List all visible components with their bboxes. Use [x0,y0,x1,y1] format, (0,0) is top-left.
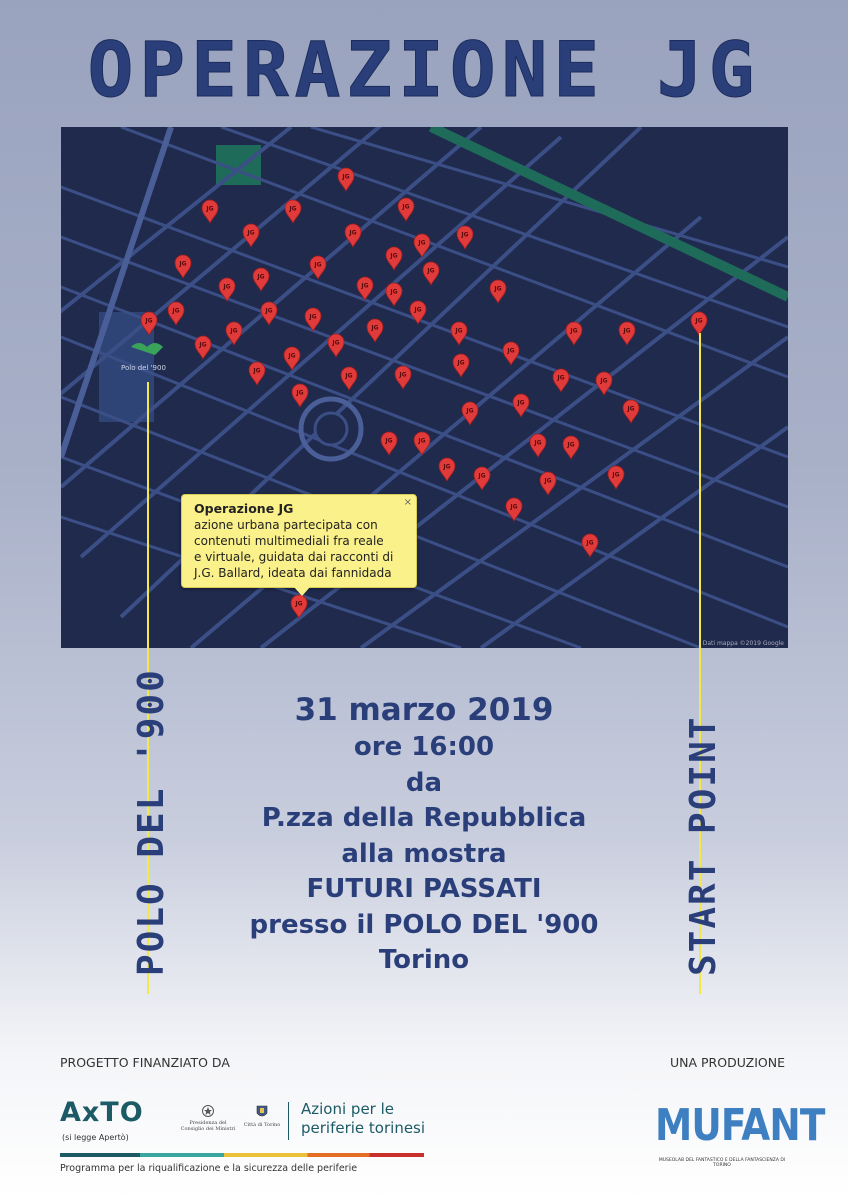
svg-text:JG: JG [478,472,486,480]
svg-text:JG: JG [418,437,426,445]
svg-text:JG: JG [427,267,435,275]
footer-divider [288,1102,289,1140]
program-color-bar [60,1153,424,1157]
svg-text:JG: JG [332,339,340,347]
svg-text:JG: JG [179,260,187,268]
map[interactable] [61,127,788,648]
event-to: alla mostra [341,838,507,869]
svg-text:JG: JG [199,341,207,349]
svg-text:JG: JG [457,359,465,367]
svg-text:JG: JG [627,405,635,413]
svg-text:JG: JG [247,229,255,237]
svg-text:JG: JG [623,327,631,335]
poster-title: OPERAZIONE JG [87,25,761,114]
axto-logo: AxTO [60,1097,144,1128]
svg-text:JG: JG [172,307,180,315]
svg-text:JG: JG [265,307,273,315]
svg-text:JG: JG [544,477,552,485]
svg-text:JG: JG [371,324,379,332]
svg-text:JG: JG [695,317,703,325]
svg-text:JG: JG [206,205,214,213]
svg-text:JG: JG [570,327,578,335]
funded-by-label: PROGETTO FINANZIATO DA [60,1055,230,1070]
svg-text:JG: JG [466,407,474,415]
event-city: Torino [378,945,470,975]
svg-text:JG: JG [390,252,398,260]
popup-line: J.G. Ballard, ideata dai fannidada [194,566,392,580]
popup-line: azione urbana partecipata con [194,518,378,532]
svg-text:JG: JG [361,282,369,290]
svg-text:JG: JG [494,285,502,293]
event-time: ore 16:00 [353,732,495,762]
svg-text:JG: JG [586,539,594,547]
svg-text:JG: JG [517,399,525,407]
mufant-logo: MUFANT [655,1100,825,1151]
event-place: P.zza della Repubblica [261,803,587,833]
svg-text:JG: JG [145,317,153,325]
svg-text:JG: JG [223,283,231,291]
popup-title: Operazione JG [194,501,294,516]
svg-text:JG: JG [314,261,322,269]
event-details [150,690,698,979]
programma-text: Programma per la riqualificazione e la sicurezza delle periferie [60,1163,358,1174]
emblem-icon [201,1104,215,1118]
svg-text:JG: JG [557,374,565,382]
event-date: 31 marzo 2019 [294,692,554,728]
right-sidebar-label: START POINT [683,715,724,976]
map-info-popup [181,494,417,588]
svg-text:JG: JG [295,600,303,608]
svg-text:JG: JG [399,371,407,379]
svg-text:JG: JG [612,471,620,479]
svg-text:JG: JG [296,389,304,397]
popup-close-icon[interactable]: × [403,497,412,508]
map-canvas[interactable] [61,127,788,648]
svg-text:JG: JG [507,347,515,355]
svg-text:JG: JG [390,288,398,296]
government-seal-logo: Presidenza del Consiglio dei Ministri [178,1104,238,1132]
mufant-subtitle: MUSEOLAB DEL FANTASTICO E DELLA FANTASCIENZA DI TORINO [658,1158,786,1168]
axto-subtitle: (si legge Apertò) [62,1133,129,1142]
popup-line: e virtuale, guidata dai racconti di [194,550,394,564]
event-exhibition: FUTURI PASSATI [306,874,542,904]
event-venue: presso il POLO DEL '900 [249,909,599,940]
svg-text:JG: JG [288,352,296,360]
svg-text:JG: JG [385,437,393,445]
svg-text:JG: JG [402,203,410,211]
svg-text:JG: JG [461,231,469,239]
svg-text:JG: JG [342,173,350,181]
svg-text:JG: JG [349,229,357,237]
map-credit: Dati mappa ©2019 Google [702,640,784,647]
svg-text:JG: JG [567,441,575,449]
svg-text:JG: JG [230,327,238,335]
svg-text:JG: JG [289,205,297,213]
svg-text:JG: JG [253,367,261,375]
svg-text:JG: JG [418,239,426,247]
svg-text:JG: JG [414,306,422,314]
event-from: da [405,767,443,798]
left-sidebar-label: POLO DEL '900 [131,668,172,976]
azioni-periferie-text: Azioni per le periferie torinesi [301,1100,426,1137]
svg-text:JG: JG [600,377,608,385]
city-seal-logo: Città di Torino [240,1104,284,1128]
place-label: Polo del '900 [121,364,166,372]
svg-text:JG: JG [455,327,463,335]
svg-text:JG: JG [510,503,518,511]
svg-text:JG: JG [534,439,542,447]
svg-text:JG: JG [345,372,353,380]
svg-text:JG: JG [257,273,265,281]
city-crest-icon [255,1104,269,1120]
popup-line: contenuti multimediali fra reale [194,534,384,548]
svg-text:JG: JG [309,313,317,321]
piazza-center [315,413,347,445]
svg-text:JG: JG [443,463,451,471]
produced-by-label: UNA PRODUZIONE [670,1055,785,1070]
